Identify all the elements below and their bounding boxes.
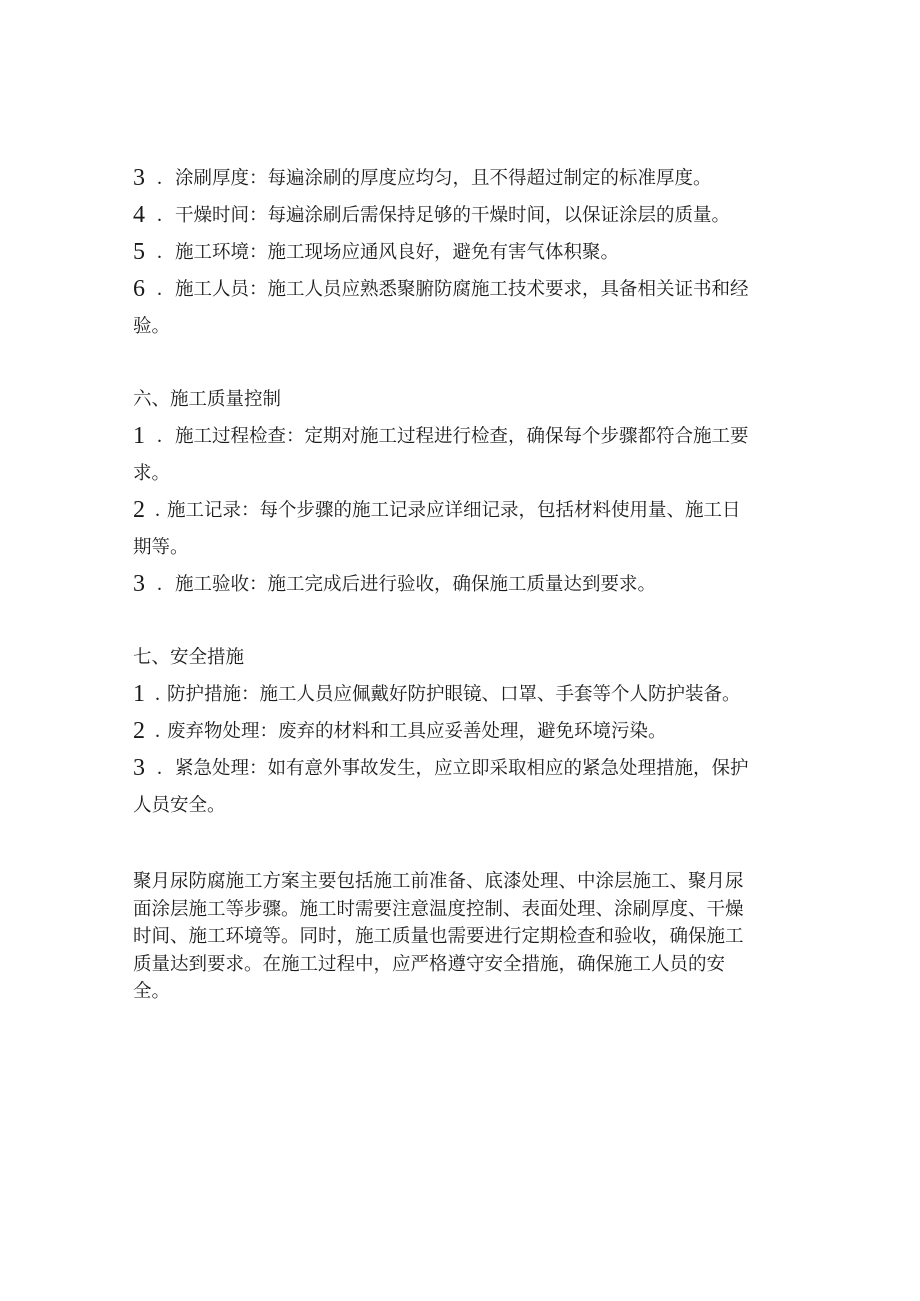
section6 xyxy=(133,381,803,603)
item-text: 施工环境：施工现场应通风良好，避免有害气体积聚。 xyxy=(175,242,620,263)
section-heading: 七、安全措施 xyxy=(133,647,245,668)
summary-line: 面涂层施工等步骤。施工时需要注意温度控制、表面处理、涂刷厚度、干燥 xyxy=(133,898,744,920)
list-item xyxy=(133,492,803,529)
item-dot: . xyxy=(155,720,160,742)
item-continuation: 求。 xyxy=(133,463,171,484)
section-heading: 六、施工质量控制 xyxy=(133,389,282,410)
summary-line: 全。 xyxy=(133,981,171,1002)
item-text: 施工记录：每个步骤的施工记录应详细记录，包括材料使用量、施工日 xyxy=(167,500,741,521)
item-text: 废弃物处理：废弃的材料和工具应妥善处理，避免环境污染。 xyxy=(167,721,667,742)
item-dot: . xyxy=(155,683,160,705)
document-page xyxy=(133,160,803,1006)
item-dot: . xyxy=(157,167,162,189)
item-number: 4 xyxy=(133,202,145,228)
summary-line: 质量达到要求。在施工过程中，应严格遵守安全措施，确保施工人员的安 xyxy=(133,953,726,975)
item-number: 6 xyxy=(133,276,145,302)
list-item xyxy=(133,566,803,603)
section7 xyxy=(133,639,803,824)
item-text: 干燥时间：每遍涂刷后需保持足够的干燥时间，以保证涂层的质量。 xyxy=(175,205,731,226)
list-item xyxy=(133,713,803,750)
summary-paragraph xyxy=(133,868,803,1006)
list-item xyxy=(133,271,803,308)
item-text: 紧急处理：如有意外事故发生，应立即采取相应的紧急处理措施，保护 xyxy=(175,758,749,779)
list-item xyxy=(133,197,803,234)
item-dot: . xyxy=(157,425,162,447)
item-number: 1 xyxy=(133,681,145,707)
item-continuation: 验。 xyxy=(133,316,171,337)
item-text: 涂刷厚度：每遍涂刷的厚度应均匀，且不得超过制定的标准厚度。 xyxy=(175,168,712,189)
item-dot: . xyxy=(157,204,162,226)
item-dot: . xyxy=(157,241,162,263)
list-item xyxy=(133,160,803,197)
item-continuation: 期等。 xyxy=(133,537,189,558)
item-dot: . xyxy=(157,573,162,595)
item-number: 5 xyxy=(133,239,145,265)
list-item xyxy=(133,676,803,713)
item-number: 2 xyxy=(133,497,145,523)
item-dot: . xyxy=(155,499,160,521)
item-number: 1 xyxy=(133,423,145,449)
section5-list xyxy=(133,160,803,345)
list-item xyxy=(133,418,803,455)
item-text: 施工验收：施工完成后进行验收，确保施工质量达到要求。 xyxy=(175,574,657,595)
item-dot: . xyxy=(157,278,162,300)
summary-line: 聚月尿防腐施工方案主要包括施工前准备、底漆处理、中涂层施工、聚月尿 xyxy=(133,871,744,892)
item-continuation: 人员安全。 xyxy=(133,795,226,816)
item-text: 施工过程检查：定期对施工过程进行检查，确保每个步骤都符合施工要 xyxy=(175,426,749,447)
list-item xyxy=(133,234,803,271)
list-item xyxy=(133,750,803,787)
item-number: 2 xyxy=(133,718,145,744)
item-dot: . xyxy=(157,757,162,779)
item-number: 3 xyxy=(133,165,145,191)
item-text: 防护措施：施工人员应佩戴好防护眼镜、口罩、手套等个人防护装备。 xyxy=(167,684,741,705)
item-text: 施工人员：施工人员应熟悉聚腑防腐施工技术要求，具备相关证书和经 xyxy=(175,279,749,300)
item-number: 3 xyxy=(133,755,145,781)
item-number: 3 xyxy=(133,571,145,597)
summary-line: 时间、施工环境等。同时，施工质量也需要进行定期检查和验收，确保施工 xyxy=(133,926,744,947)
